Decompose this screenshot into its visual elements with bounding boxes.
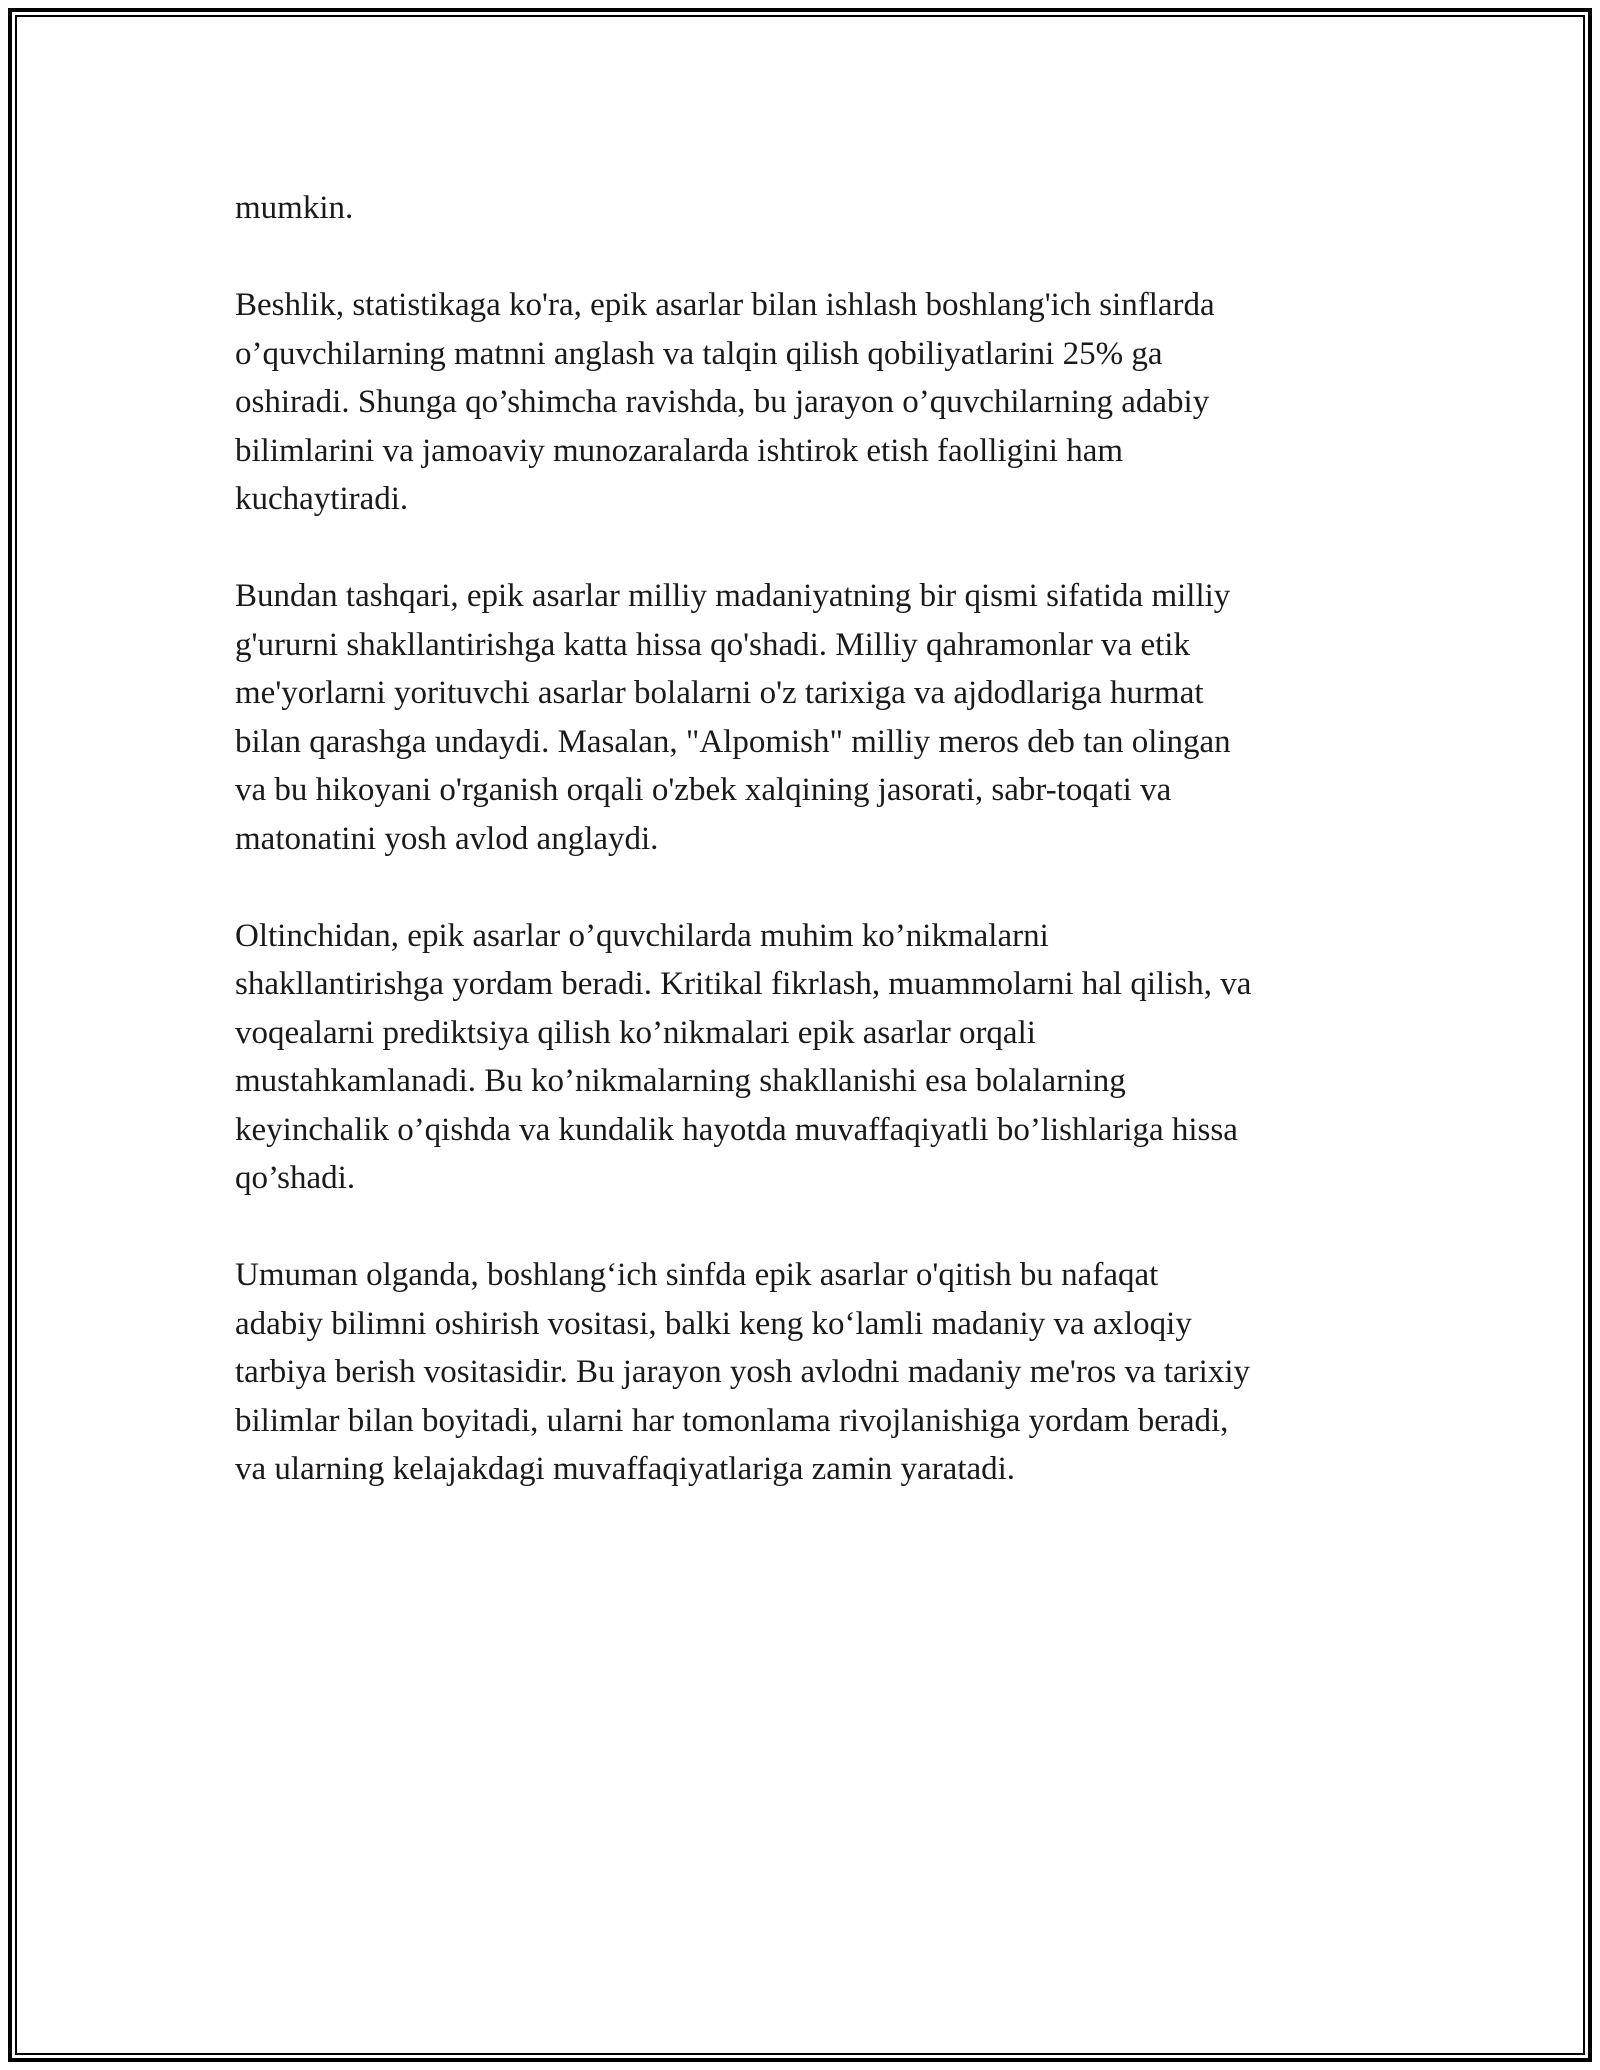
text-line: voqealarni prediktsiya qilish ko’nikmalari epik asarlar orqali	[235, 1014, 1036, 1051]
text-line: Bundan tashqari, epik asarlar milliy madaniyatning bir qismi sifatida milliy	[235, 578, 1231, 614]
text-line: bilimlarini va jamoaviy munozaralarda ishtirok etish faolligini ham	[235, 432, 1124, 469]
text-line: o’quvchilarning matnni anglash va talqin qilish qobiliyatlarini 25% ga	[235, 335, 1163, 372]
paragraph-bundan-tashqari	[235, 572, 1380, 863]
text-line: g'ururni shakllantirishga katta hissa qo'shadi. Milliy qahramonlar va etik	[235, 626, 1190, 663]
text-line: Beshlik, statistikaga ko'ra, epik asarlar bilan ishlash boshlang'ich sinflarda	[235, 287, 1215, 323]
text-line: oshiradi. Shunga qo’shimcha ravishda, bu jarayon o’quvchilarning adabiy	[235, 384, 1210, 420]
text-line: shakllantirishga yordam beradi. Kritikal fikrlash, muammolarni hal qilish, va	[235, 966, 1252, 1002]
document-body	[235, 184, 1380, 1542]
text-line: Umuman olganda, boshlang‘ich sinfda epik asarlar o'qitish bu nafaqat	[235, 1257, 1159, 1293]
text-line: Oltinchidan, epik asarlar o’quvchilarda muhim ko’nikmalarni	[235, 917, 1049, 954]
text-line: qo’shadi.	[235, 1160, 356, 1196]
text-line: matonatini yosh avlod anglaydi.	[235, 820, 659, 857]
text-line: va bu hikoyani o'rganish orqali o'zbek xalqining jasorati, sabr-toqati va	[235, 772, 1172, 808]
paragraph-umuman-olganda	[235, 1251, 1380, 1494]
text-line: adabiy bilimni oshirish vositasi, balki keng ko‘lamli madaniy va axloqiy	[235, 1305, 1192, 1342]
text-line: mumkin.	[235, 190, 354, 226]
paragraph-continuation	[235, 184, 1380, 233]
text-line: bilimlar bilan boyitadi, ularni har tomonlama rivojlanishiga yordam beradi,	[235, 1402, 1229, 1439]
text-line: keyinchalik o’qishda va kundalik hayotda muvaffaqiyatli bo’lishlariga hissa	[235, 1111, 1238, 1148]
paragraph-oltinchidan	[235, 912, 1380, 1203]
text-line: tarbiya berish vositasidir. Bu jarayon yosh avlodni madaniy me'ros va tarixiy	[235, 1354, 1250, 1390]
text-line: va ularning kelajakdagi muvaffaqiyatlariga zamin yaratadi.	[235, 1451, 1016, 1487]
paragraph-beshlik	[235, 281, 1380, 524]
text-line: bilan qarashga undaydi. Masalan, "Alpomish" milliy meros deb tan olingan	[235, 723, 1231, 760]
text-line: me'yorlarni yorituvchi asarlar bolalarni o'z tarixiga va ajdodlariga hurmat	[235, 675, 1204, 711]
text-line: kuchaytiradi.	[235, 481, 409, 517]
text-line: mustahkamlanadi. Bu ko’nikmalarning shakllanishi esa bolalarning	[235, 1063, 1126, 1099]
